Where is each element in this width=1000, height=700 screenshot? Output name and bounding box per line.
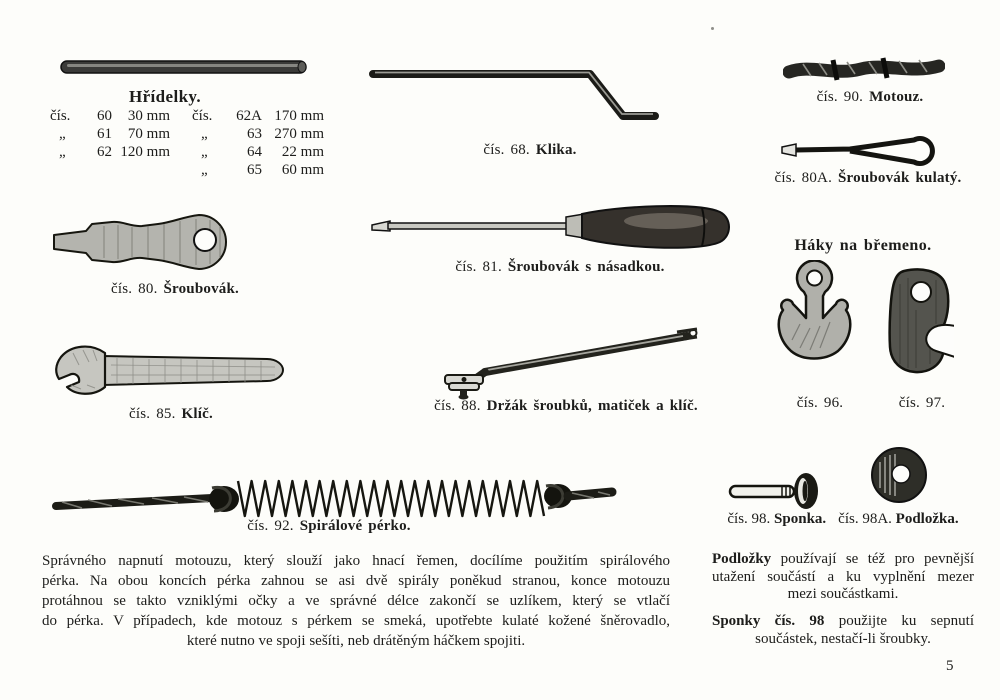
note-lead: Podložky: [712, 551, 772, 567]
anchor-hook-caption: čís. 96.: [796, 395, 844, 411]
table-cell: 65: [247, 162, 262, 178]
table-cell: 170 mm: [274, 108, 324, 124]
page-number: 5: [946, 658, 954, 674]
caption-number: čís. 98A.: [838, 511, 892, 527]
hridelky-table-right: [192, 107, 324, 179]
print-speck: [711, 27, 714, 30]
crank-caption: [400, 142, 660, 159]
note-line: protáhnou se takto vzniklými očky a ve správné délce zakončí se uzlíkem, který se vtlačí: [42, 593, 670, 609]
caption-name: Sponka.: [774, 511, 827, 527]
caption-name: Držák šroubků, matiček a klíč.: [486, 398, 698, 414]
twine-illustration: [783, 52, 945, 89]
table-cell: „: [201, 144, 208, 160]
table-cell: 70 mm: [127, 126, 170, 142]
hridelky-table-left: [50, 107, 170, 179]
caption-number: čís. 98.: [727, 511, 771, 527]
spring-note: [42, 551, 670, 651]
flat-screwdriver-caption: [62, 281, 288, 298]
caption-name: Klika.: [535, 142, 577, 158]
caption-name: Motouz.: [869, 89, 924, 105]
table-cell: 62A: [236, 108, 262, 124]
spring-coil: [238, 481, 544, 516]
caption-name: Šroubovák.: [163, 281, 239, 297]
hridelky-size-table: [50, 107, 324, 179]
note-line: [712, 551, 974, 569]
table-cell: „: [201, 126, 208, 142]
flat-screwdriver-illustration: [52, 206, 244, 283]
table-cell: čís.: [192, 108, 213, 124]
handled-screwdriver-caption: [415, 259, 705, 276]
table-cell: 120 mm: [120, 144, 170, 160]
crank-illustration: [365, 52, 660, 145]
wrench-illustration: [53, 341, 289, 404]
table-cell: 63: [247, 126, 262, 142]
caption-number: čís. 81.: [455, 259, 502, 275]
table-cell: 60: [97, 108, 112, 124]
caption-name: Klíč.: [181, 406, 213, 422]
table-cell: 61: [97, 126, 112, 142]
caption-name: Spirálové pérko.: [299, 518, 411, 534]
note-line: utažení součástí a ku vyplnění mezer: [712, 568, 974, 585]
table-cell: 60 mm: [281, 162, 324, 178]
caption-number: čís. 92.: [247, 518, 294, 534]
note-line: součástek, nestačí-li šroubky.: [755, 630, 931, 647]
washers-note: [712, 551, 974, 604]
note-text: použijte ku sepnutí: [824, 613, 974, 629]
table-cell: 22 mm: [281, 144, 324, 160]
caption-number: čís. 90.: [816, 89, 864, 105]
washer-caption: [838, 511, 958, 528]
note-line: které nutno ve spoji sešíti, neb drátěným háčkem spojiti.: [186, 633, 526, 649]
s-hook-caption: čís. 97.: [898, 395, 946, 411]
spring-caption: [196, 518, 462, 535]
round-screwdriver-illustration: [778, 134, 950, 173]
caption-number: čís. 80A.: [774, 170, 833, 186]
caption-number: čís. 80.: [111, 281, 158, 297]
caption-name: Podložka.: [895, 511, 959, 527]
note-line: pérka. Na obou koncích pérka zahnou se asi dvě spirály poněkud stranou, konce motouzu: [42, 573, 670, 589]
anchor-hook-illustration: [772, 260, 858, 391]
pin-caption: [727, 511, 826, 528]
note-lead: Sponky čís. 98: [712, 613, 825, 629]
caption-name: Šroubovák kulatý.: [837, 170, 962, 186]
caption-number: čís. 85.: [129, 406, 176, 422]
shaft-illustration: [58, 56, 310, 83]
pin-washer-caption: [714, 511, 972, 528]
table-cell: „: [59, 144, 66, 160]
handled-screwdriver-illustration: [368, 200, 736, 263]
caption-number: čís. 88.: [434, 398, 481, 414]
s-hook-illustration: [886, 268, 954, 391]
table-cell: „: [59, 126, 66, 142]
twine-caption: [772, 89, 968, 106]
table-cell: 30 mm: [127, 108, 170, 124]
round-screwdriver-caption: [760, 170, 976, 187]
note-text: používají se též pro pevnější: [771, 551, 974, 567]
table-cell: čís.: [50, 108, 71, 124]
table-cell: 270 mm: [274, 126, 324, 142]
note-line: Správného napnutí motouzu, který slouží jako hnací řemen, docílíme použitím spirálového: [42, 553, 670, 569]
caption-name: Šroubovák s násadkou.: [507, 259, 665, 275]
wrench-caption: [86, 406, 256, 423]
note-line: do pérka. V případech, kde motouz s pérkem se smeká, upotřebte kulaté kožené šněrovadlo,: [42, 613, 670, 629]
table-cell: 64: [247, 144, 262, 160]
hridelky-title: Hřídelky.: [128, 87, 202, 106]
washer-illustration: [868, 444, 930, 511]
holder-illustration: [425, 320, 707, 405]
table-cell: „: [201, 162, 208, 178]
pins-note: [712, 613, 974, 648]
hooks-title: Háky na břemeno.: [794, 237, 932, 254]
note-line: [712, 613, 974, 631]
caption-number: čís. 68.: [483, 142, 530, 158]
table-cell: 62: [97, 144, 112, 160]
note-line: mezi součástkami.: [787, 586, 899, 602]
holder-caption: [420, 398, 712, 415]
